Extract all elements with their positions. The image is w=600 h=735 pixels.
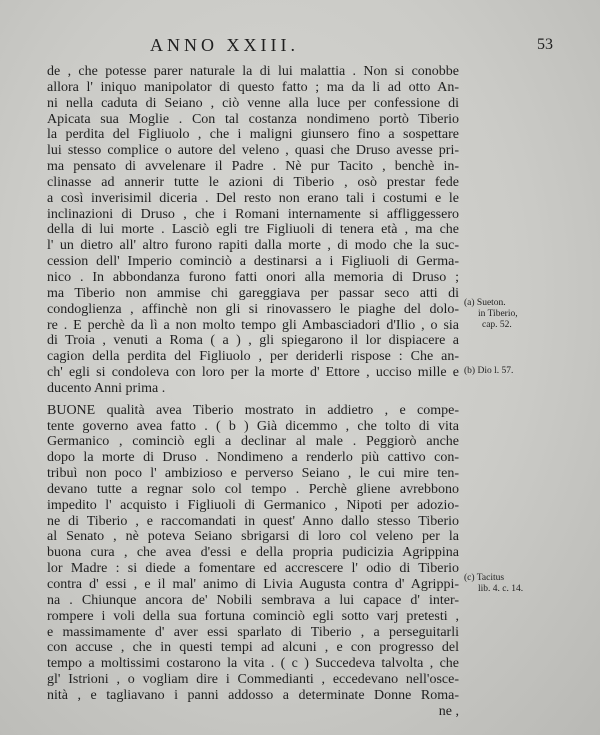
- text-line: ma pensato di avvelenare il Padre . Nè pur Tacito , benchè in-: [47, 159, 459, 175]
- text-line: a così inverisimil diceria . Del resto non erano tali i costumi e le: [47, 190, 459, 206]
- text-line: la perdita del Figliuolo , che i maligni giunsero fino a sospettare: [47, 127, 459, 143]
- note-line: lib. 4. c. 14.: [478, 584, 524, 594]
- text-line: tente governo avea fatto . ( b ) Già dicemmo , che tolto di vita: [47, 418, 459, 434]
- text-line: devano tutte a regnar solo col tempo . Perchè gliene avrebbono: [47, 481, 459, 497]
- text-line: gl' Istrioni , o vogliam dire i Commedianti , eccedevano nell'osce-: [47, 672, 459, 688]
- text-line: lui stesso complice o autore del veleno , quasi che Druso avesse pri-: [47, 143, 459, 159]
- text-line: condoglienza , affinchè non gli si rinovassero le piaghe del dolo-: [47, 301, 459, 317]
- running-head: ANNO XXIII.: [150, 35, 299, 55]
- text-line: tempo a moltissimi costarono la vita . ( c ) Succedeva talvolta , che: [47, 656, 459, 672]
- text-line: allora l' iniquo manipolator di questo fatto ; ma da li ad otto An-: [47, 79, 459, 95]
- page-header: [0, 35, 600, 59]
- text-line: cagion della perdita del Figliuolo , per deriderli rispose : Che an-: [47, 349, 459, 365]
- text-line: Germanico , cominciò egli a declinar al male . Peggiorò anche: [47, 434, 459, 450]
- text-line: ne ,: [438, 703, 459, 719]
- text-line: Apicata sua Moglie . Con tal costanza nondimeno portò Tiberio: [47, 111, 459, 127]
- note-line: in Tiberio,: [478, 309, 518, 319]
- note-line: (b) Dio l. 57.: [464, 366, 514, 376]
- text-line: BUONE qualità avea Tiberio mostrato in addietro , e compe-: [47, 402, 459, 418]
- text-line: con accuse , che in questi tempi ad alcuni , e con progresso del: [47, 640, 459, 656]
- text-line: al Senato , nè poteva Seiano sbrigarsi di loro col veleno per la: [47, 529, 459, 545]
- text-line: re . E perchè da lì a non molto tempo gli Ambasciadori d'Ilio , o sia: [47, 317, 459, 333]
- text-line: nità , e tagliavano i panni addosso a determinate Donne Roma-: [47, 687, 459, 703]
- text-line: l' un dietro all' altro furono rapiti dalla morte , di modo che la suc-: [47, 238, 459, 254]
- text-line: contra d' essi , e il mal' animo di Livia Augusta contra d' Agrippi-: [47, 577, 459, 592]
- text-line: dopo la morte di Druso . Nondimeno a renderlo più cattivo con-: [47, 450, 459, 466]
- text-line: tribuì non poco l' ambizioso e perverso Seiano , le cui mire ten-: [47, 466, 459, 482]
- text-line: na . Chiunque ancora de' Nobili sembrava a lui capace d' inter-: [47, 592, 459, 608]
- text-line: cession dell' Imperio cominciò a destinarsi a i Figliuoli di Germa-: [47, 254, 459, 270]
- margin-note-c: [464, 573, 523, 595]
- note-line: (a) Sueton.: [464, 298, 506, 308]
- page-number: 53: [537, 36, 553, 53]
- margin-note-a: [464, 298, 518, 331]
- text-line: ch' egli si condoleva con loro per la morte d' Ettore , ucciso mille e: [47, 365, 459, 381]
- text-line: clinasse ad annerir tutte le azioni di Tiberio , osò prestar fede: [47, 174, 459, 190]
- text-line: e massimamente d' aver essi sparlato di Tiberio , a perseguitarli: [47, 624, 459, 640]
- text-line: impedito l' acquisto i Figliuoli di Germanico , Nipoti per adozio-: [47, 497, 459, 513]
- text-line: di Troia , venuti a Roma ( a ) , gli spiegarono il lor dispiacere a: [47, 333, 459, 349]
- text-line: lor Madre : si diede a fomentare ed accrescere l' odio di Tiberio: [47, 561, 459, 577]
- text-line: nico . In abbondanza furono fatti onori alla memoria di Druso ;: [47, 269, 459, 285]
- note-line: (c) Tacitus: [464, 573, 505, 583]
- text-line: della di lui morte . Lasciò egli tre Figliuoli di tenera età , ma che: [47, 222, 459, 238]
- text-line: ducento Anni prima .: [47, 380, 166, 396]
- text-line: buona cura , che avea d'essi e della propria pudicizia Agrippina: [47, 545, 459, 561]
- text-line: ni nella caduta di Seiano , ciò venne alla luce per confessione di: [47, 95, 459, 111]
- text-line: ma Tiberio non ammise chi gareggiava per passar seco atti di: [47, 285, 459, 301]
- note-line: cap. 52.: [482, 320, 512, 330]
- text-line: ne di Tiberio , e raccomandati in quest' Anno dallo stesso Tiberio: [47, 513, 459, 529]
- text-line: de , che potesse parer naturale la di lui malattia . Non si conobbe: [47, 64, 459, 79]
- text-line: rompere i voli della sua fortuna cominciò egli sotto varj pretesti ,: [47, 608, 459, 624]
- margin-note-b: [464, 366, 513, 377]
- text-line: inclinazioni di Druso , che i Romani internamente si affliggessero: [47, 206, 459, 222]
- main-text: [47, 64, 459, 720]
